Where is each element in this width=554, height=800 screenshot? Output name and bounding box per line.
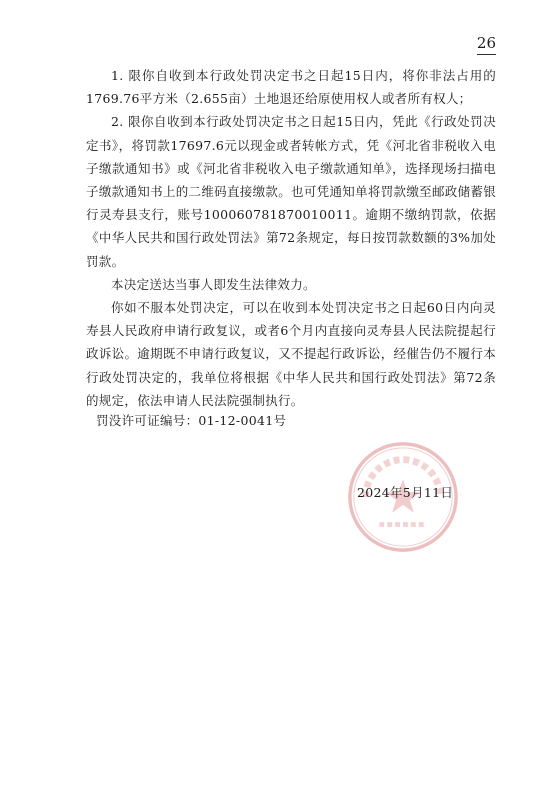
paragraph-item-1: 1. 限你自收到本行政处罚决定书之日起15日内，将你非法占用的1769.76平方米（2.655亩）土地退还给原使用权人或者所有权人；	[86, 68, 496, 107]
decision-body	[86, 64, 496, 412]
paragraph-appeal: 你如不服本处罚决定，可以在收到本处罚决定书之日起60日内向灵寿县人民政府申请行政复议，或者6个月内直接向灵寿县人民法院提起行政诉讼。逾期既不申请行政复议，又不提起行政诉讼，经催告仍不履行本行政处罚决定的，我单位将根据《中华人民共和国行政处罚法》第72条的规定，依法申请人民法院强制执行。	[86, 300, 496, 408]
paragraph-effect: 本决定送达当事人即发生法律效力。	[111, 276, 316, 292]
page-number: 26	[477, 34, 496, 55]
issue-date: 2024年5月11日	[357, 485, 454, 500]
paragraph-item-2: 2. 限你自收到本行政处罚决定书之日起15日内，凭此《行政处罚决定书》，将罚款17697.6元以现金或者转帐方式，凭《河北省非税收入电子缴款通知书》或《河北省非税收入电子缴款通知单》，选择现场扫描电子缴款通知书上的二维码直接缴款。也可凭通知单将罚款缴至邮政储蓄银行灵寿县支行，账号100060781870010011。逾期不缴纳罚款，依据《中华人民共和国行政处罚法》第72条规定，每日按罚款数额的3%加处罚款。	[86, 114, 496, 269]
license-number: 罚没许可证编号：01-12-0041号	[96, 413, 287, 428]
